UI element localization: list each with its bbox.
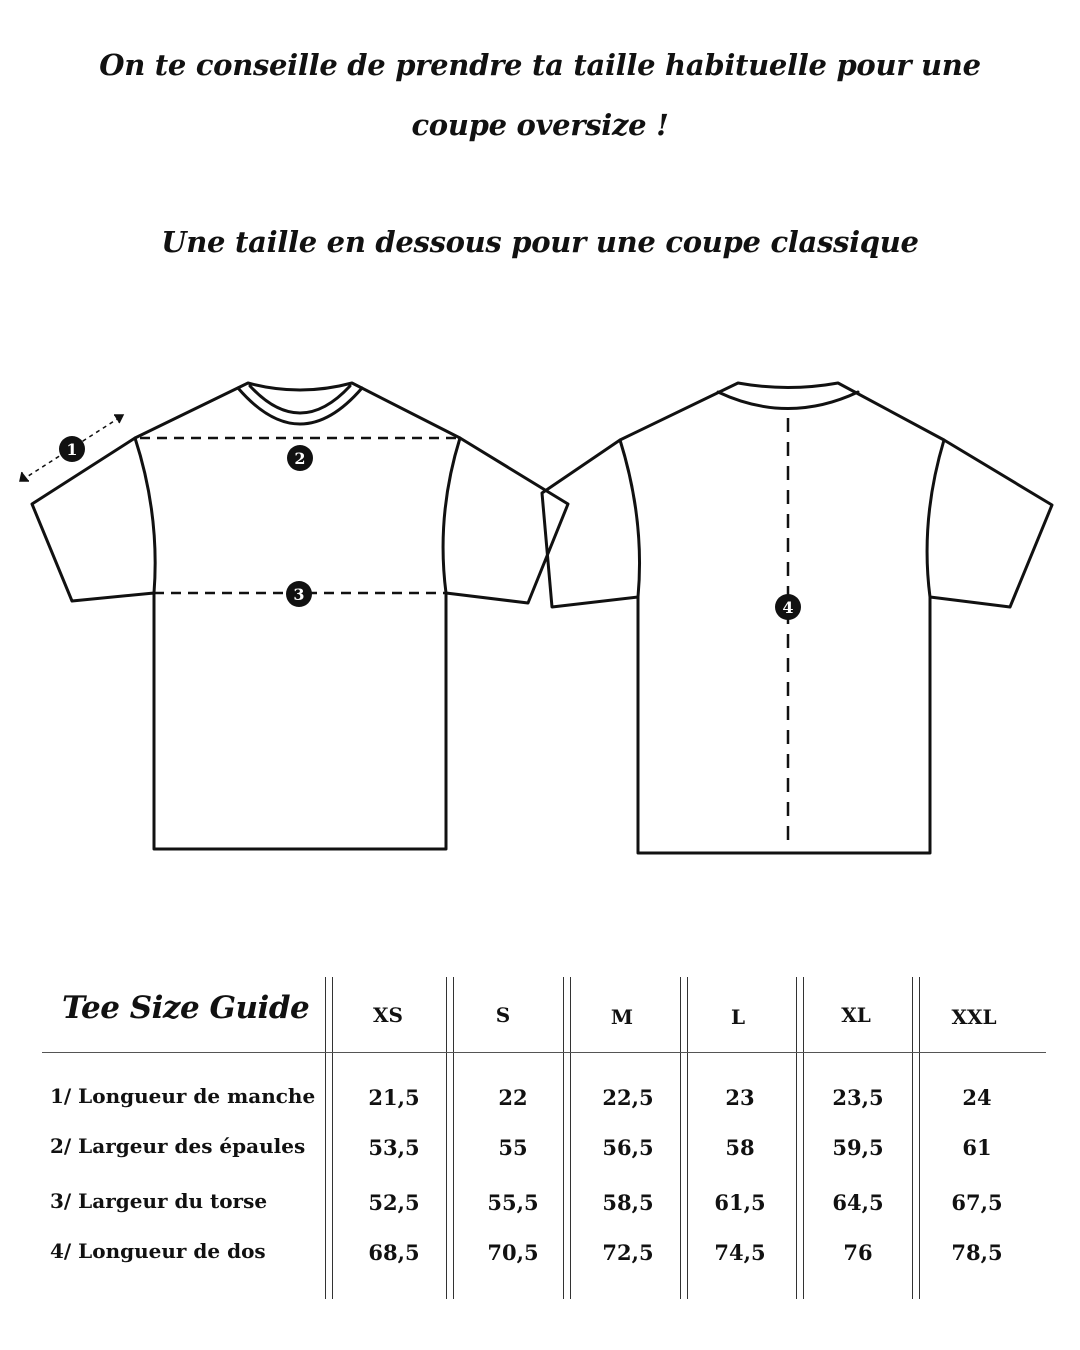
table-cell: 58 [725,1135,755,1160]
marker-3 [286,581,312,607]
table-cell: 53,5 [368,1135,420,1160]
table-cell: 55 [498,1135,528,1160]
advice-line-2: coupe oversize ! [411,108,669,142]
size-header-xs: XS [373,1003,403,1027]
size-header-l: L [730,1005,746,1029]
size-header-m: M [610,1005,634,1029]
back-left-sleeve-seam [620,440,640,597]
table-title: Tee Size Guide [62,990,310,1026]
table-cell: 55,5 [487,1190,539,1215]
header-divider [42,1052,1046,1053]
table-cell: 22,5 [602,1085,654,1110]
back-tshirt [542,383,1052,853]
advice-line-3: Une taille en dessous pour une coupe classique [161,225,919,259]
size-header-xl: XL [841,1003,871,1027]
svg-text:3: 3 [293,585,305,604]
svg-text:4: 4 [782,598,794,617]
table-cell: 64,5 [832,1190,884,1215]
table-cell: 24 [962,1085,992,1110]
svg-text:1: 1 [66,440,78,459]
table-cell: 22 [498,1085,528,1110]
row-label-back: 4/ Longueur de dos [50,1239,266,1263]
row-label-sleeve: 1/ Longueur de manche [50,1084,316,1108]
table-cell: 58,5 [602,1190,654,1215]
table-cell: 23 [725,1085,755,1110]
table-cell: 70,5 [487,1240,539,1265]
table-cell: 52,5 [368,1190,420,1215]
back-tshirt-outline [542,383,1052,853]
column-divider [325,977,326,1299]
tshirt-diagram [0,360,1080,870]
back-right-sleeve-seam [927,440,944,597]
svg-text:2: 2 [294,449,306,468]
table-cell: 76 [843,1240,873,1265]
back-collar [718,392,858,409]
row-label-shoulders: 2/ Largeur des épaules [50,1134,306,1158]
table-cell: 72,5 [602,1240,654,1265]
table-cell: 21,5 [368,1085,420,1110]
table-cell: 78,5 [951,1240,1003,1265]
row-label-chest: 3/ Largeur du torse [50,1189,268,1213]
table-cell: 61,5 [714,1190,766,1215]
table-cell: 23,5 [832,1085,884,1110]
table-cell: 67,5 [951,1190,1003,1215]
table-cell: 56,5 [602,1135,654,1160]
marker-4 [775,594,801,620]
table-cell: 74,5 [714,1240,766,1265]
advice-line-1: On te conseille de prendre ta taille habituelle pour une [99,48,981,82]
size-header-xxl: XXL [951,1005,997,1029]
front-right-sleeve-seam [443,438,460,593]
table-cell: 61 [962,1135,992,1160]
front-left-sleeve-seam [135,438,155,593]
marker-2 [287,445,313,471]
size-header-s: S [495,1003,511,1027]
table-cell: 68,5 [368,1240,420,1265]
table-cell: 59,5 [832,1135,884,1160]
column-divider [796,977,797,1299]
marker-1 [59,436,85,462]
